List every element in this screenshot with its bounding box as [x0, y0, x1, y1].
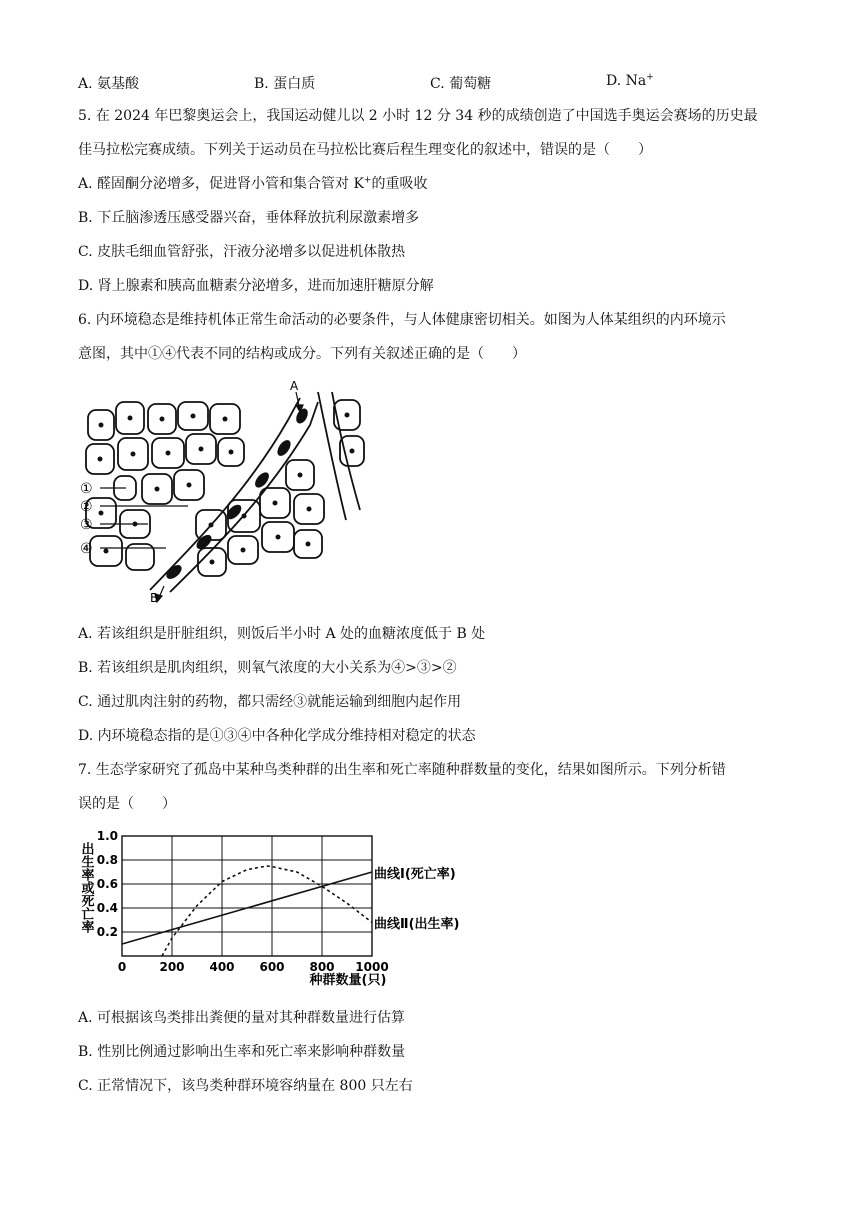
chart-x-tick: 1000 — [355, 960, 389, 974]
q6-option-b: B. 若该组织是肌肉组织，则氧气浓度的大小关系为④>③>② — [78, 660, 457, 676]
q5-stem-line2: 佳马拉松完赛成绩。下列关于运动员在马拉松比赛后程生理变化的叙述中，错误的是（ ） — [78, 142, 652, 158]
label-a: A — [290, 380, 299, 393]
chart-series — [122, 866, 372, 956]
q5-option-a-sup: + — [363, 175, 372, 186]
population-rate-chart — [78, 828, 498, 998]
series-birth-rate-line — [162, 866, 372, 956]
q4-option-d-text: D. Na — [606, 73, 647, 89]
chart-y-tick: 0.8 — [96, 853, 118, 867]
q6-option-a: A. 若该组织是肝脏组织，则饭后半小时 A 处的血糖浓度低于 B 处 — [78, 626, 486, 642]
chart-y-tick: 0.6 — [96, 877, 118, 891]
chart-x-tick: 200 — [159, 960, 185, 974]
q6-stem-line1: 6. 内环境稳态是维持机体正常生命活动的必要条件，与人体健康密切相关。如图为人体某组织的内环境示 — [78, 312, 726, 328]
q7-stem-line1: 7. 生态学家研究了孤岛中某种鸟类种群的出生率和死亡率随种群数量的变化，结果如图所示。下列分析错 — [78, 762, 726, 778]
q6-option-c: C. 通过肌肉注射的药物，都只需经③就能运输到细胞内起作用 — [78, 694, 462, 710]
q7-option-a: A. 可根据该鸟类排出粪便的量对其种群数量进行估算 — [78, 1010, 406, 1026]
q7-option-b: B. 性别比例通过影响出生率和死亡率来影响种群数量 — [78, 1044, 406, 1060]
q5-option-c: C. 皮肤毛细血管舒张，汗液分泌增多以促进机体散热 — [78, 244, 406, 260]
q6-stem-line2: 意图，其中①④代表不同的结构或成分。下列有关叙述正确的是（ ） — [78, 346, 526, 362]
q5-option-a-post: 的重吸收 — [371, 176, 428, 192]
q4-option-b: B. 蛋白质 — [254, 76, 316, 92]
chart-x-tick: 600 — [259, 960, 285, 974]
chart-grid — [122, 836, 372, 956]
q7-stem-line2: 误的是（ ） — [78, 796, 176, 812]
label-2: ② — [80, 499, 93, 515]
q4-option-c: C. 葡萄糖 — [430, 76, 492, 92]
q5-option-b: B. 下丘脑渗透压感受器兴奋，垂体释放抗利尿激素增多 — [78, 210, 420, 226]
q5-option-d: D. 肾上腺素和胰高血糖素分泌增多，进而加速肝糖原分解 — [78, 278, 434, 294]
q5-stem-line1: 5. 在 2024 年巴黎奥运会上，我国运动健儿以 2 小时 12 分 34 秒的成绩创造了中国选手奥运会赛场的历史最 — [78, 108, 758, 124]
chart-y-label: 出生率或死亡率 — [78, 842, 94, 933]
chart-y-tick: 0.2 — [96, 925, 118, 939]
chart-x-tick: 800 — [309, 960, 335, 974]
label-4: ④ — [80, 541, 93, 557]
q7-option-c: C. 正常情况下，该鸟类种群环境容纳量在 800 只左右 — [78, 1078, 413, 1094]
chart-x-label: 种群数量(只) — [309, 973, 387, 988]
chart-legend-death-rate: 曲线Ⅰ(死亡率) — [374, 867, 456, 882]
chart-frame — [122, 836, 372, 956]
chart-y-tick: 0.4 — [96, 901, 118, 915]
chart-y-tick: 1.0 — [96, 829, 118, 843]
q5-option-a — [78, 174, 427, 194]
chart-legend-birth-rate: 曲线Ⅱ(出生率) — [374, 917, 460, 932]
chart-x-tick: 0 — [117, 960, 127, 974]
q4-option-d — [606, 73, 654, 89]
q4-option-d-sup: + — [646, 72, 654, 83]
label-3: ③ — [80, 517, 93, 533]
tissue-diagram — [78, 380, 368, 610]
chart-x-tick: 400 — [209, 960, 235, 974]
chart-ticks — [97, 829, 389, 974]
q4-options — [78, 73, 778, 95]
label-1: ① — [80, 481, 93, 497]
q6-option-d: D. 内环境稳态指的是①③④中各种化学成分维持相对稳定的状态 — [78, 728, 476, 744]
q4-option-a: A. 氨基酸 — [78, 76, 140, 92]
q5-option-a-pre: A. 醛固酮分泌增多，促进肾小管和集合管对 K — [78, 176, 364, 192]
label-b: B — [150, 591, 159, 605]
